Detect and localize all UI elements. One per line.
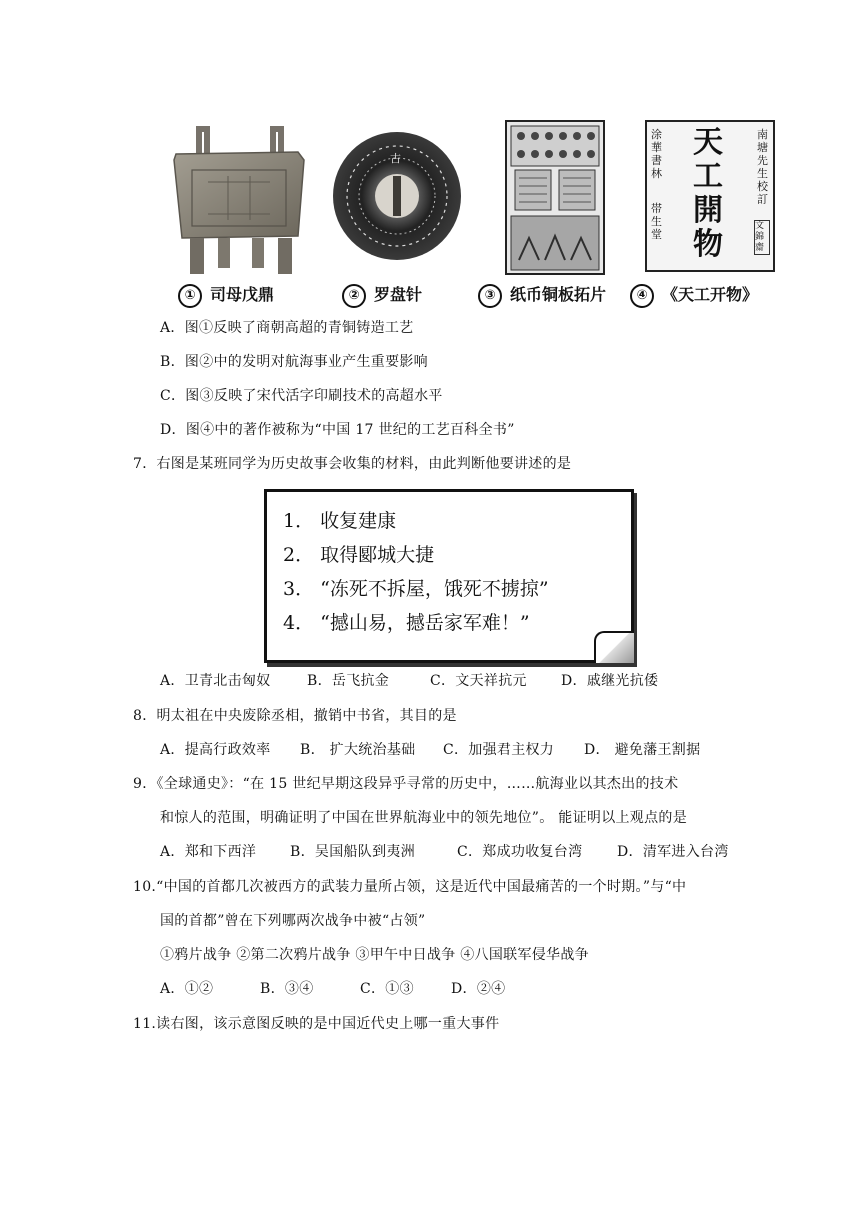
figure-caption-1: [178, 282, 274, 308]
q10-option-b: B．③④: [260, 981, 314, 997]
cover-seal: 文錦齋: [754, 220, 770, 255]
compass-image: [330, 126, 465, 266]
paper-money-rubbing-image: [505, 120, 605, 275]
caption-text: 罗盘针: [374, 285, 423, 304]
q10-stem-line-1: 10.“中国的首都几次被西方的武装力量所占领，这是近代中国最痛苦的一个时期。”与“中: [133, 879, 687, 895]
q8-option-d: D． 避免藩王割据: [584, 742, 701, 758]
caption-number: ③: [478, 284, 502, 308]
q7-material-card: [264, 489, 634, 663]
q9-option-b: B．吴国船队到夷洲: [290, 844, 415, 860]
cover-title-char-4: 物: [693, 227, 723, 262]
figure-caption-4: [630, 282, 758, 308]
q10-option-a: A．①②: [160, 981, 214, 997]
q7-option-c: C．文天祥抗元: [430, 673, 527, 689]
q8-option-b: B． 扩大统治基础: [300, 742, 416, 758]
q9-option-d: D．清军进入台湾: [617, 844, 729, 860]
figure-caption-2: [342, 282, 422, 308]
caption-text: 《天工开物》: [662, 285, 759, 304]
q7-option-b: B．岳飞抗金: [307, 673, 390, 689]
cover-right-column: 南塘先生校訂: [757, 128, 768, 206]
cover-title-char-1: 天: [693, 125, 723, 160]
q11-stem: 11.读右图，该示意图反映的是中国近代史上哪一重大事件: [133, 1016, 500, 1032]
q7-option-d: D．戚继光抗倭: [561, 673, 659, 689]
caption-number: ②: [342, 284, 366, 308]
q8-option-c: C．加强君主权力: [443, 742, 555, 758]
caption-text: 纸币铜板拓片: [510, 285, 607, 304]
cover-title: [680, 126, 736, 262]
q10-items: ①鸦片战争 ②第二次鸦片战争 ③甲午中日战争 ④八国联军侵华战争: [160, 947, 589, 963]
ding-vessel-image: [168, 118, 312, 278]
figure-caption-3: [478, 282, 606, 308]
q6-option-b: B．图②中的发明对航海事业产生重要影响: [160, 354, 428, 370]
card-item-1: 1． 收复建康: [283, 510, 397, 532]
q8-option-a: A．提高行政效率: [160, 742, 271, 758]
card-item-4: 4． “撼山易，撼岳家军难！”: [283, 612, 530, 634]
q9-option-c: C．郑成功收复台湾: [457, 844, 583, 860]
q10-stem-line-2: 国的首都”曾在下列哪两次战争中被“占领”: [160, 913, 426, 929]
q9-stem-line-2: 和惊人的范围，明确证明了中国在世界航海业中的领先地位”。 能证明以上观点的是: [160, 810, 688, 826]
cover-bottom-text: 帯生堂: [651, 202, 662, 241]
q7-stem: 7．右图是某班同学为历史故事会收集的材料，由此判断他要讲述的是: [133, 456, 572, 472]
card-item-3: 3． “冻死不拆屋，饿死不掳掠”: [283, 578, 549, 600]
q8-stem: 8．明太祖在中央废除丞相，撤销中书省，其目的是: [133, 708, 457, 724]
cover-left-column: 涂華書林: [651, 128, 662, 180]
card-item-2: 2． 取得郾城大捷: [283, 544, 435, 566]
q10-option-d: D．②④: [451, 981, 506, 997]
caption-text: 司母戊鼎: [210, 285, 275, 304]
tiangong-kaiwu-cover-image: [645, 120, 775, 272]
q10-option-c: C．①③: [360, 981, 414, 997]
q6-option-d: D．图④中的著作被称为“中国 17 世纪的工艺百科全书”: [160, 422, 515, 438]
page-curl-corner: [594, 631, 634, 663]
caption-number: ④: [630, 284, 654, 308]
compass-label: 古: [390, 152, 401, 165]
caption-number: ①: [178, 284, 202, 308]
q9-stem-line-1: 9．《全球通史》：“在 15 世纪早期这段异乎寻常的历史中，……航海业以其杰出的技术: [133, 776, 679, 792]
q9-option-a: A．郑和下西洋: [160, 844, 257, 860]
q6-option-c: C．图③反映了宋代活字印刷技术的高超水平: [160, 388, 443, 404]
cover-title-char-2: 工: [693, 159, 723, 194]
cover-title-char-3: 開: [693, 193, 723, 228]
q7-option-a: A．卫青北击匈奴: [160, 673, 271, 689]
q6-option-a: A．图①反映了商朝高超的青铜铸造工艺: [160, 320, 414, 336]
